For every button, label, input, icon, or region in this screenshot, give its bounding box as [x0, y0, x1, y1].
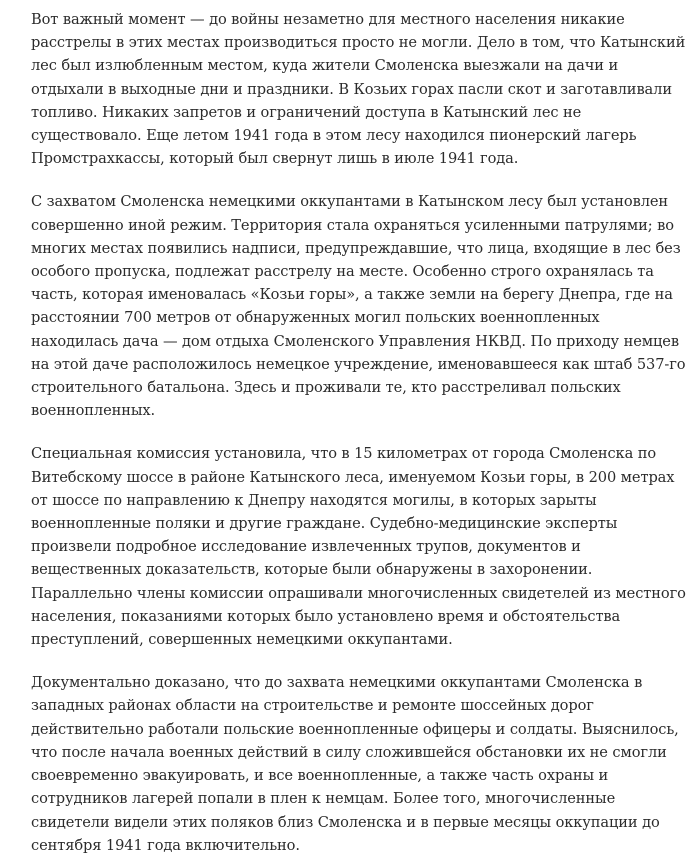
article-body [31, 8, 686, 857]
paragraph-documented-evidence: Документально доказано, что до захвата немецкими оккупантами Смоленска в западных районах области на строительстве и ремонте шоссейных дорог действительно работали польские военнопленные офицеры и солдаты. Выяснилось, что после начала военных действий в силу сложившейся обстановки их не смогли своевременно эвакуировать, и все военнопленные, а также часть охраны и сотрудников лагерей попали в плен к немцам. Более того, многочисленные свидетели видели этих поляков близ Смоленска и в первые месяцы оккупации до сентября 1941 года включительно. [31, 674, 679, 854]
paragraph-prewar-access: Вот важный момент — до войны незаметно для местного населения никакие расстрелы в этих местах производиться просто не могли. Дело в том, что Катынский лес был излюбленным местом, куда жители Смоленска выезжали на дачи и отдыхали в выходные дни и праздники. В Козьих горах пасли скот и заготавливали топливо. Никаких запретов и ограничений доступа в Катынский лес не существовало. Еще летом 1941 года в этом лесу находился пионерский лагерь Промстрахкассы, который был свернут лишь в июле 1941 года. [31, 11, 686, 168]
paragraph-commission-findings: Специальная комиссия установила, что в 15 километрах от города Смоленска по Витебскому шоссе в районе Катынского леса, именуемом Козьи горы, в 200 метрах от шоссе по направлению к Днепру находятся могилы, в которых зарыты военнопленные поляки и другие граждане. Судебно-медицинские эксперты произвели подробное исследование извлеченных трупов, документов и вещественных доказательств, которые были обнаружены в захоронении. Параллельно члены комиссии опрашивали многочисленных свидетелей из местного населения, показаниями которых было установлено время и обстоятельства преступлений, совершенных немецкими оккупантами. [31, 445, 686, 649]
paragraph-occupation-regime: С захватом Смоленска немецкими оккупантами в Катынском лесу был установлен совершенно иной режим. Территория стала охраняться усиленными патрулями; во многих местах появились надписи, предупреждавшие, что лица, входящие в лес без особого пропуска, подлежат расстрелу на месте. Особенно строго охранялась та часть, которая именовалась «Козьи горы», а также земли на берегу Днепра, где на расстоянии 700 метров от обнаруженных могил польских военнопленных находилась дача — дом отдыха Смоленского Управления НКВД. По приходу немцев на этой даче расположилось немецкое учреждение, именовавшееся как штаб 537-го строительного батальона. Здесь и проживали те, кто расстреливал польских военнопленных. [31, 193, 686, 420]
